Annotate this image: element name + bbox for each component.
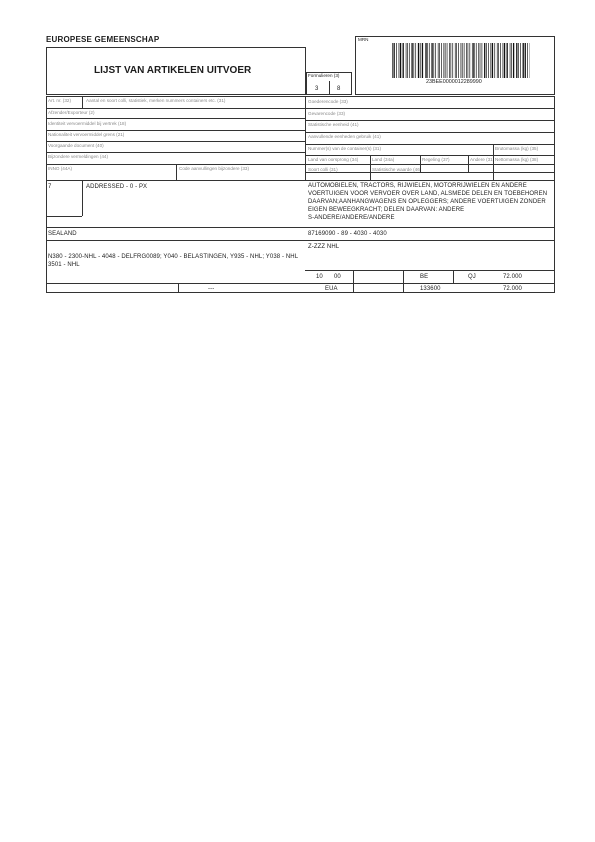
- cell-divider: [468, 155, 469, 172]
- row-line: [46, 108, 555, 109]
- description-line: EIGEN BEWEEGKRACHT; DELEN DAARVAN: ANDERE: [308, 207, 465, 213]
- item-weight: 72.000: [503, 274, 522, 280]
- barcode-bar: [486, 43, 487, 78]
- barcode-bar: [469, 43, 470, 78]
- item-unit: EUA: [325, 286, 338, 292]
- barcode-bar: [451, 43, 452, 78]
- barcode-bar: [527, 43, 528, 78]
- barcode-bar: [409, 43, 410, 78]
- item-marks: Z-ZZZ NHL: [308, 244, 340, 250]
- barcode-bar: [431, 43, 432, 78]
- barcode-bar: [494, 43, 495, 78]
- item-number: 7: [48, 184, 52, 190]
- barcode-bar: [400, 43, 401, 78]
- barcode-bar: [503, 43, 504, 78]
- label-gevarencode: Gevarencode (33): [308, 111, 346, 116]
- form-number-total: 8: [337, 86, 341, 92]
- barcode-bar: [498, 43, 499, 78]
- item-procedure: QJ: [468, 274, 476, 280]
- barcode-bar: [497, 43, 498, 78]
- description-line: S-ANDERE/ANDERE/ANDERE: [308, 215, 395, 221]
- barcode-bar: [396, 43, 397, 78]
- row-line: [46, 118, 305, 119]
- barcode-bar: [445, 43, 446, 78]
- barcode-bar: [490, 43, 491, 78]
- row-line: [305, 132, 555, 133]
- barcode-bar: [464, 43, 465, 78]
- item-number-divider: [82, 96, 83, 108]
- barcode-bar: [480, 43, 481, 78]
- barcode-bar: [478, 43, 479, 78]
- item-quantity: 10: [316, 274, 323, 280]
- barcode-bar: [500, 43, 501, 78]
- item-code: 00: [334, 274, 341, 280]
- barcode-bar: [484, 43, 485, 78]
- label-regeling: Regeling (37): [422, 157, 450, 162]
- label-nummer: Nummer(s) van de container(s) (31): [308, 146, 382, 151]
- barcode-bar: [468, 43, 469, 78]
- item-dash: ---: [208, 286, 215, 292]
- barcode-bar: [520, 43, 521, 78]
- label-identiteit: Identiteit vervoermiddel bij vertrek (18): [48, 121, 127, 126]
- item-number-divider-2: [82, 180, 83, 216]
- cell-divider: [176, 164, 177, 180]
- barcode-bar: [406, 43, 407, 78]
- barcode-bar: [441, 43, 442, 78]
- form-number-label: Formulieren (3): [308, 73, 340, 78]
- item-statistical-value: 133600: [420, 286, 441, 292]
- barcode-bar: [403, 43, 404, 78]
- barcode-bar: [507, 43, 508, 78]
- row-line: [46, 216, 82, 217]
- cell-divider: [353, 270, 354, 293]
- row-line: [46, 152, 305, 153]
- barcode-bar: [476, 43, 477, 78]
- mrn-label: MRN: [358, 37, 369, 42]
- barcode-bar: [420, 43, 421, 78]
- description-line: VOERTUIGEN VOOR VERVOER OVER LAND, ALSMEDE DELEN EN TOEBEHOREN: [308, 191, 548, 197]
- barcode-bar: [516, 43, 517, 78]
- barcode-bar: [413, 43, 414, 78]
- barcode-bar: [444, 43, 445, 78]
- label-soort: Soort colli (31): [308, 167, 338, 172]
- barcode-bar: [462, 43, 463, 78]
- barcode-bar: [426, 43, 427, 78]
- row-line: [305, 144, 555, 145]
- barcode-bar: [455, 43, 456, 78]
- row-line: [46, 164, 555, 165]
- barcode-bar: [425, 43, 426, 78]
- barcode-bar: [433, 43, 434, 78]
- description-line: DAARVAN;AANHANGWAGENS EN OPLEGGERS; ANDERE VOERTUIGEN ZONDER: [308, 199, 546, 205]
- barcode-bar: [472, 43, 473, 78]
- label-brutomassa: Brutomassa (kg) (35): [495, 146, 539, 151]
- barcode-bar: [525, 43, 526, 78]
- item-destination: SEALAND: [48, 231, 77, 237]
- barcode-bar: [407, 43, 408, 78]
- row-line: [46, 141, 305, 142]
- label-voorgaande: Voorgaande document (40): [48, 143, 104, 148]
- barcode-bar: [411, 43, 412, 78]
- label-omschrijving: Aantal en soort colli, statistiek, merken nummers containers etc. (31): [86, 98, 226, 103]
- form-title: LIJST VAN ARTIKELEN UITVOER: [94, 65, 252, 76]
- label-aanvullend-gebruik: Aanvullende eenheden gebruik (41): [308, 134, 381, 139]
- barcode-bar: [482, 43, 483, 78]
- mrn-value: 23BEE0000012289990: [426, 79, 482, 85]
- barcode-bar: [458, 43, 459, 78]
- barcode-bar: [429, 43, 430, 78]
- barcode-bar: [438, 43, 439, 78]
- document-reference: 3501 - NHL: [48, 262, 80, 268]
- label-nationaliteit: Nationaliteit vervoermiddel grens (21): [48, 132, 125, 137]
- label-ander: Andere (31): [470, 157, 495, 162]
- barcode-bar: [392, 43, 393, 78]
- label-nettomassa: Nettomassa (kg) (38): [495, 157, 539, 162]
- barcode-bar: [492, 43, 493, 78]
- label-statistische-waarde: Statistische waarde (46): [372, 167, 422, 172]
- item-commodity-code: 87169090 - 89 - 4030 - 4030: [308, 231, 387, 237]
- barcode-bar: [456, 43, 457, 78]
- row-line: [46, 130, 305, 131]
- item-net-mass: 72.000: [503, 286, 522, 292]
- document-reference: N380 - 2300-NHL - 4048 - DELFRG0089; Y040 - BELASTINGEN, Y935 - NHL; Y038 - NHL: [48, 254, 299, 260]
- barcode-bar: [452, 43, 453, 78]
- barcode-bar: [447, 43, 448, 78]
- cell-divider: [178, 283, 179, 293]
- barcode-bar: [422, 43, 423, 78]
- label-land: Land (34a): [372, 157, 395, 162]
- organisation-title: EUROPESE GEMEENSCHAP: [46, 35, 160, 44]
- barcode-bar: [439, 43, 440, 78]
- barcode-bar: [466, 43, 467, 78]
- row-line: [305, 120, 555, 121]
- row-line: [46, 283, 555, 284]
- barcode-bar: [435, 43, 436, 78]
- barcode-bar: [513, 43, 514, 78]
- barcode-bar: [518, 43, 519, 78]
- label-bijzondere: Bijzondere vermeldingen (44): [48, 154, 109, 159]
- barcode-bar: [473, 43, 474, 78]
- row-line: [46, 180, 555, 181]
- barcode-bar: [415, 43, 416, 78]
- item-packaging: ADDRESSED - 0 - PX: [86, 184, 148, 190]
- form-number-current: 3: [315, 86, 319, 92]
- item-country: BE: [420, 274, 429, 280]
- row-line: [305, 172, 555, 173]
- barcode-bar: [418, 43, 419, 78]
- row-line: [46, 240, 555, 241]
- row-line: [305, 155, 555, 156]
- row-line: [305, 270, 555, 271]
- form-number-divider: [329, 81, 330, 95]
- barcode-bar: [461, 43, 462, 78]
- row-line: [46, 227, 555, 228]
- barcode-bar: [511, 43, 512, 78]
- barcode-bar: [504, 43, 505, 78]
- barcode-bar: [449, 43, 450, 78]
- label-oorsprong: Land van oorsprong (34): [308, 157, 359, 162]
- barcode-bar: [394, 43, 395, 78]
- cell-divider: [403, 270, 404, 293]
- label-statistiek: Statistische eenheid (41): [308, 122, 359, 127]
- mrn-barcode: [390, 43, 530, 78]
- barcode-bar: [523, 43, 524, 78]
- barcode-bar: [510, 43, 511, 78]
- label-goederencode: Goederencode (33): [308, 99, 348, 104]
- barcode-bar: [488, 43, 489, 78]
- cell-divider: [370, 155, 371, 180]
- barcode-bar: [399, 43, 400, 78]
- label-aanvullende: Code aanvullingen bijzondere (33): [179, 166, 249, 171]
- description-line: AUTOMOBIELEN, TRACTORS, RIJWIELEN, MOTORRIJWIELEN EN ANDERE: [308, 183, 527, 189]
- label-inno: INNO (44A): [48, 166, 72, 171]
- label-afzender: Afzender/Exporteur (2): [48, 110, 95, 115]
- cell-divider: [453, 270, 454, 283]
- label-artnr: Art. nr. (32): [48, 98, 71, 103]
